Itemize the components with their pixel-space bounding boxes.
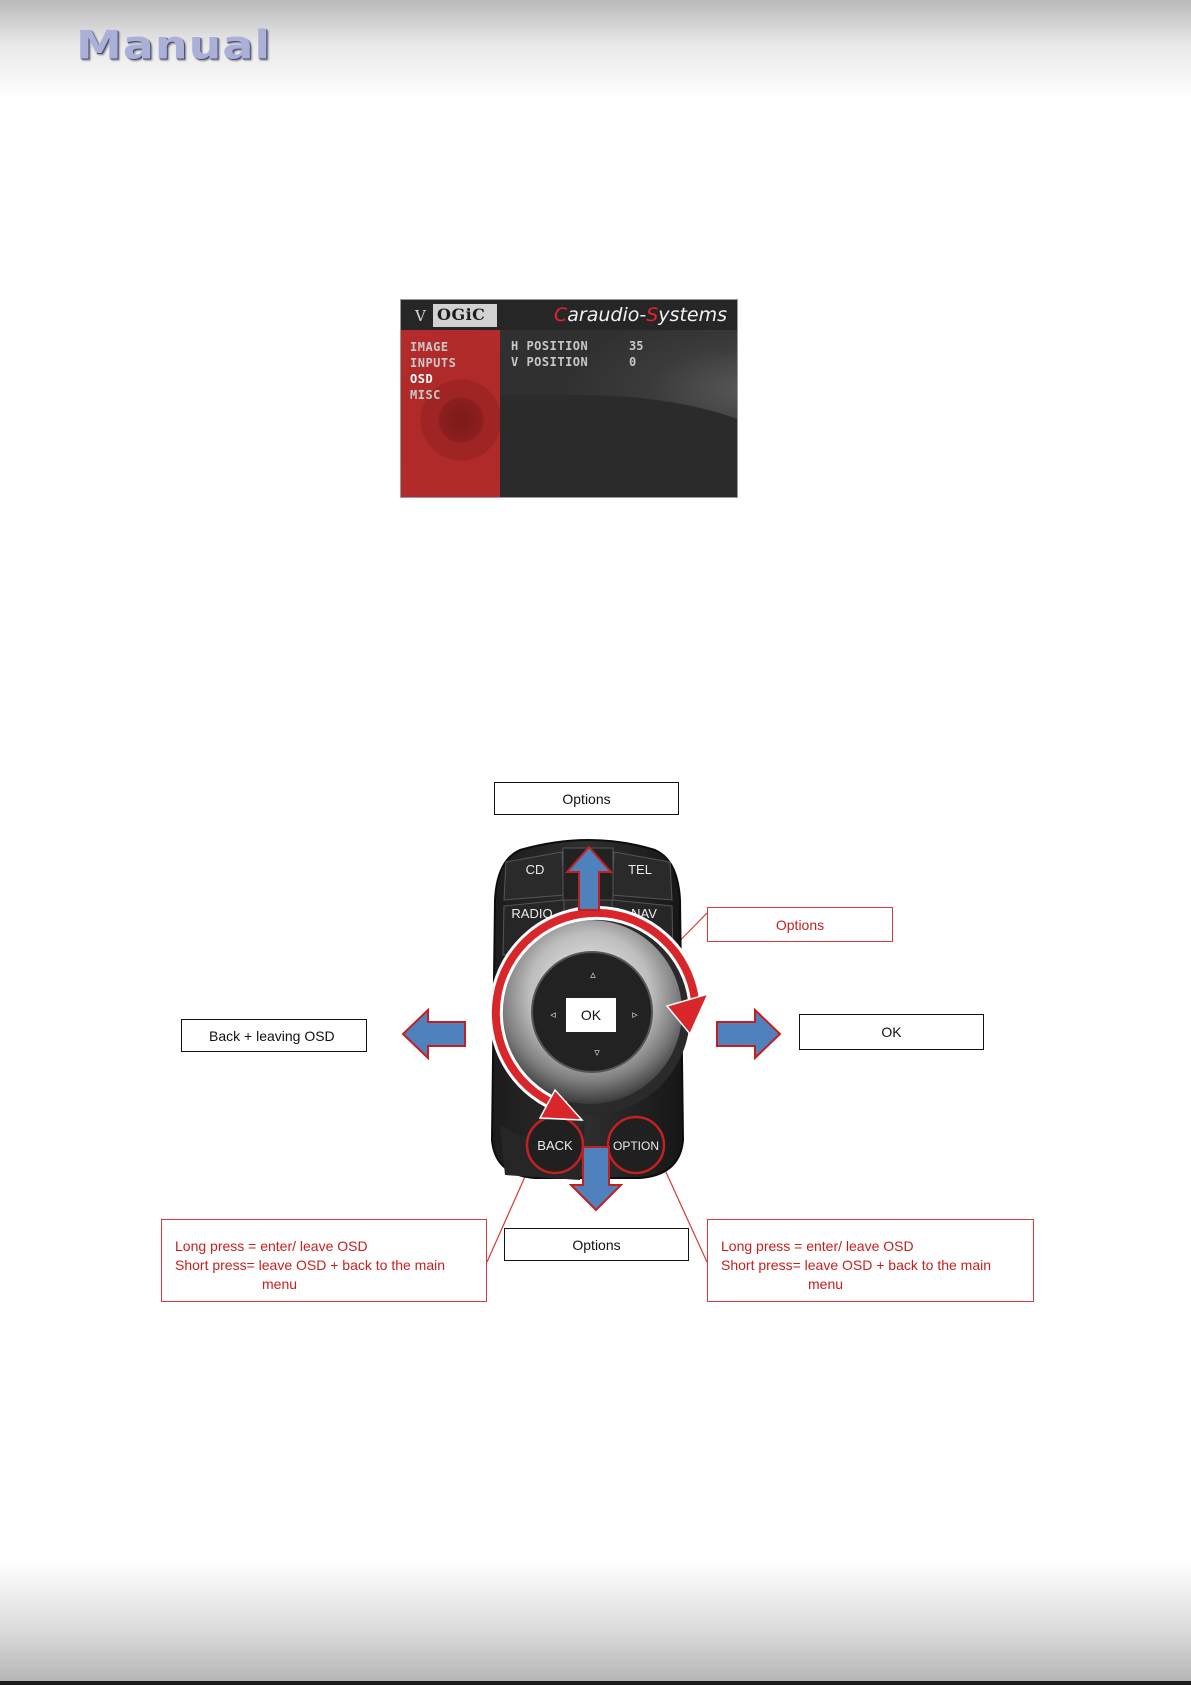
footer-band — [0, 1560, 1191, 1685]
back-key-label: BACK — [537, 1138, 573, 1153]
option-key-label: OPTION — [612, 1139, 660, 1153]
note-option-key — [707, 1219, 1034, 1302]
osd-menu-item[interactable]: INPUTS — [410, 356, 457, 370]
osd-menu-item[interactable]: IMAGE — [410, 340, 449, 354]
osd-logo-prefix: V — [415, 307, 426, 325]
note-line: Short press= leave OSD + back to the main — [175, 1257, 446, 1273]
label-options-bottom: Options — [504, 1228, 689, 1261]
nav-key-label: NAV — [631, 906, 657, 921]
ok-button-label: OK — [580, 1007, 602, 1023]
tel-key-label: TEL — [628, 862, 652, 877]
left-arrow-icon: ◃ — [550, 1009, 556, 1021]
note-line: menu — [262, 1276, 298, 1292]
cd-key-label: CD — [525, 862, 545, 877]
footer-line — [0, 1681, 1191, 1685]
radio-key-label: RADIO — [511, 906, 553, 921]
note-line: Long press = enter/ leave OSD — [175, 1238, 368, 1254]
osd-param-label: H POSITION — [511, 339, 589, 353]
arrow-left-icon — [403, 1010, 465, 1058]
osd-logo: OGiC — [437, 305, 486, 324]
note-line: menu — [808, 1276, 844, 1292]
osd-brand: Caraudio-Systems — [553, 304, 727, 326]
up-arrow-icon: ▵ — [590, 969, 596, 981]
note-back-key — [161, 1219, 487, 1302]
arrow-right-icon — [717, 1010, 780, 1058]
down-arrow-icon: ▿ — [594, 1047, 600, 1059]
osd-menu-item-active[interactable]: OSD — [410, 372, 434, 386]
label-back: Back + leaving OSD — [181, 1019, 367, 1052]
label-options-top: Options — [494, 782, 679, 815]
note-line: Long press = enter/ leave OSD — [721, 1238, 914, 1254]
label-ok: OK — [799, 1014, 984, 1050]
osd-param-value: 35 — [629, 339, 644, 353]
page-title: Manual — [76, 22, 272, 68]
osd-menu-item[interactable]: MISC — [410, 388, 441, 402]
note-line: Short press= leave OSD + back to the main — [721, 1257, 992, 1273]
osd-param-label: V POSITION — [511, 355, 589, 369]
label-options-rotate: Options — [707, 907, 893, 942]
right-arrow-icon: ▹ — [632, 1009, 638, 1021]
osd-param-value: 0 — [629, 355, 637, 369]
